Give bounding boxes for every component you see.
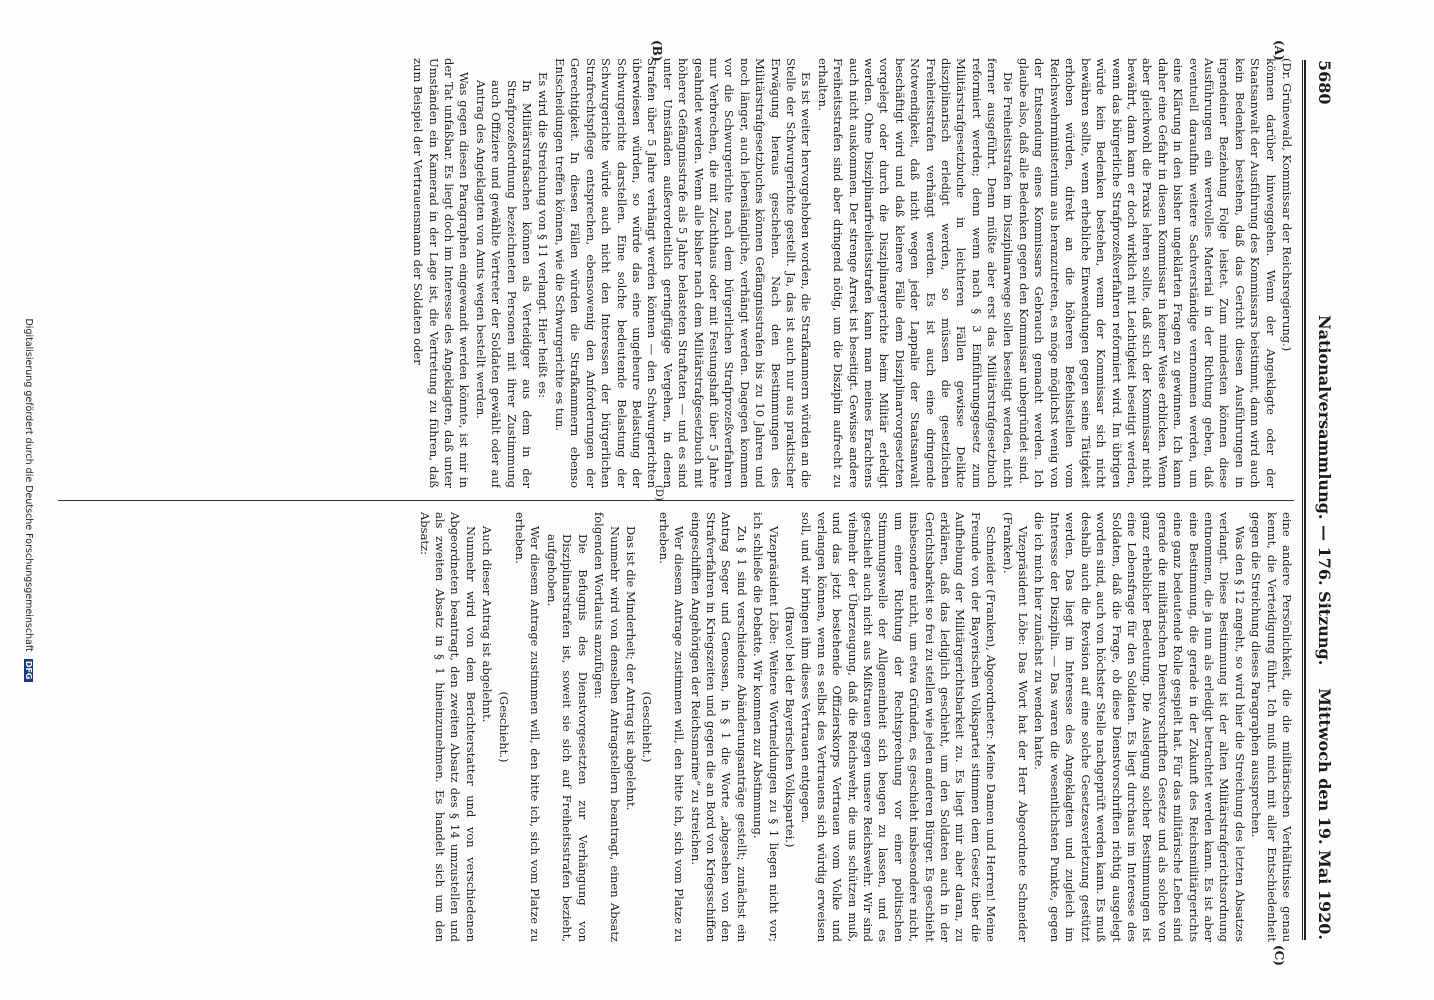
paragraph: Vizepräsident Löbe: Weitere Wortmeldungen zu § 1 liegen nicht vor; ich schließe die Debatte. Wir kommen zur Abstimmung. (751, 512, 781, 942)
margin-mark-a: (A) (1272, 40, 1286, 61)
left-column (58, 58, 1294, 488)
interjection: (Bravo! bei der Bayerischen Volkspartei.) (783, 606, 797, 848)
paragraph: Nunmehr wird von denselben Antragstellern beantragt, einen Absatz folgenden Wortlauts anzufügen: (592, 512, 622, 942)
paragraph: Es ist weiter hervorgehoben worden, die Strafkammern würden an die Stelle der Schwurgerichte gestellt. Ja, das ist auch nur aus praktischer Erwägung heraus geschehen. Nach den Bestimmungen des Militärstrafgesetzbuches können Gefängnisstrafen bis zu 10 Jahren und noch länger, auch lebenslängliche, verhängt werden. Dagegen kommen vor die Schwurgerichte nach dem bürgerlichen Strafprozeßverfahren nur Verbrechen, die mit Zuchthaus oder mit Festungshaft über 5 Jahre geahndet werden. Wenn alle bisher nach dem Militärstrafgesetzbuch mit höherer Gefängnisstrafe als 5 Jahre belasteten Straftaten — und es sind unter Umständen außerordentlich geringfügige Vergehen, in denen Strafen über 5 Jahre verhängt werden können — den Schwurgerichten überwiesen würden, so würde das eine ungeheure Belastung der Schwurgerichte darstellen. Eine solche bedeutende Belastung der Schwurgerichte würde auch nicht den Interessen der bürgerlichen Strafrechtspflege entsprechen, ebensowenig den Anforderungen der Gerechtigkeit. In diesen Fällen würden die Strafkammern ebenso Entscheidungen treffen können, wie die Schwurgerichte es tun. (552, 58, 814, 488)
paragraph: Schneider (Franken), Abgeordneter: Meine Damen und Herren! Meine Freunde von der Bayerischen Volkspartei stimmen dem Gesetz über die Aufhebung der Militärgerichtsbarkeit zu. Es liegt mir aber daran, zu erklären, daß das lediglich geschieht, um den Soldaten auch in der Gerichtsbarkeit so frei zu stellen wie jeden anderen Bürger. Es geschieht insbesondere nicht, um etwa Gründen, es geschieht insbesondere nicht, um einer Richtung der Rechtsprechung vor einer politischen Stimmungswelle der Allgemeinheit sich beugen zu lassen, und es geschieht auch nicht aus Mißtrauen gegen unsere Reichswehr. Wir sind vielmehr der Überzeugung, daß die Reichswehr, die uns schützen muß, und das jetzt bestehende Offizierskorps Vertrauen vom Volke und verlangen können, wenn es selbst des Vertrauens sich würdig erweisen soll, und wir bringen ihm dieses Vertrauen entgegen. (799, 512, 999, 942)
paragraph: Auch dieser Antrag ist abgelehnt. (480, 526, 495, 723)
margin-mark-c: (C) (1272, 945, 1286, 966)
dfg-logo: DFG (24, 660, 33, 680)
paragraph: Was gegen diesen Paragraphen eingewandt werden könnte, ist mir in der Tat unfaßbar. Es liegt doch im Interesse des Angeklagten, daß unter Umständen ein Kamerad in der Lage ist, die Vertretung zu führen, daß zum Beispiel der Vertrauensmann der Soldaten oder (411, 58, 472, 488)
paragraph: Das ist die Minderheit; der Antrag ist abgelehnt. (623, 526, 638, 811)
page-header (1306, 60, 1334, 940)
margin-mark-d: (D) (653, 485, 664, 501)
paragraph: Vizepräsident Löbe: Das Wort hat der Herr Abgeordnete Schneider (Franken). (1000, 512, 1031, 942)
page-number: 5680 (1315, 60, 1334, 105)
margin-mark-b: (B) (650, 40, 664, 62)
session-title: Nationalversammlung. — 176. Sitzung. (1315, 315, 1334, 666)
paragraph: Zu § 1 sind verschiedene Abänderungsanträge gestellt; zunächst ein Antrag Seger und Genossen, in § 1 die Worte „abgesehen von den Strafverfahren in Kriegszeiten und gegen die an Bord von Kriegsschiffen eingeschifften Angehörigen der Reichsmarine“ zu streichen. (688, 512, 749, 942)
paragraph: Nunmehr wird von dem Berichterstatter und von verschiedenen Abgeordneten beantragt, den zweiten Absatz des § 14 umzustellen und als zweiten Absatz in § 1 hineinzunehmen. Es handelt sich um den Absatz: (417, 512, 478, 942)
header-rule (1304, 60, 1306, 940)
interjection: (Geschieht.) (496, 691, 511, 763)
quoted-paragraph: Die Befugnis des Dienstvorgesetzten zur Verhängung von Disziplinarstrafen ist, soweit sie sich auf Freiheitsstrafen bezieht, aufgehoben. (544, 534, 590, 942)
paragraph: Es wird die Streichung von § 11 verlangt. Hier heißt es: (536, 72, 551, 398)
paragraph: Was den § 12 angeht, so wird hier die Streichung des letzten Absatzes verlangt. Diese Bestimmung ist der alten Militärstrafgerichtsordnung entnommen, die ja nun als erledigt betrachtet werden kann. Es ist aber eine Bestimmung, die gerade in der Zukunft des Reichsmilitärgerichts eine ganz bedeutende Rolle gespielt hat. Für das militärische Leben sind gerade die militärischen Dienstvorschriften Gesetze und als solche von ganz erheblicher Bedeutung. Die Auslegung solcher Bestimmungen ist eine Lebensfrage für den Soldaten. Es liegt durchaus im Interesse des Soldaten, daß die Frage, ob diese Dienstvorschriften richtig ausgelegt worden sind, auch von höchster Stelle nachgeprüft werden kann. Es muß deshalb auch die Revision auf eine solche Gesetzesverletzung gestützt werden. Das liegt im Interesse des Angeklagten und zugleich im Interesse der Disziplin. — Das waren die wesentlichsten Punkte, gegen die ich mich hier zunächst zu wenden hatte. (1032, 512, 1247, 942)
paragraph: können darüber hinweggehen. Wenn der Angeklagte oder der Staatsanwalt der Ausführung des Kommissars beistimmt, dann wird auch kein Bedenken bestehen, daß das Gericht diesen Ausführungen in irgendeiner Beziehung Folge leistet. Zum mindesten können diese Ausführungen ein wertvolles Material in der Richtung geben, daß eventuell daraufhin weitere Sachverständige vernommen werden, um eine Klärung in den bisher ungeklärten Fragen zu gewinnen. Ich kann daher eine Gefahr in diesem Kommissar in keiner Weise erblicken. Wenn aber gleichwohl die Praxis lehren sollte, daß sich der Kommissar nicht bewährt, dann kann er doch wirklich mit Leichtigkeit beseitigt werden, wenn das bürgerliche Strafprozeßverfahren reformiert wird. Im übrigen würde kein Bedenken bestehen, wenn der Kommissar sich nicht bewähren sollte, wenn erhebliche Einwendungen gegen seine Tätigkeit erhoben würden, direkt an die höheren Befehlsstellen vom Reichswehrministerium aus heranzutreten, es möge möglichst wenig von der Entsendung eines Kommissars Gebrauch gemacht werden. Ich glaube also, daß alle Bedenken gegen den Kommissar unbegründet sind. (1017, 58, 1278, 488)
session-date: Mittwoch den 19. Mai 1920. (1315, 688, 1334, 940)
right-column (58, 512, 1294, 942)
speaker-line: (Dr. Grünewald, Kommissar der Reichsregierung.) (1280, 58, 1294, 352)
interjection: (Geschieht.) (640, 691, 655, 763)
paragraph: eine andere Persönlichkeit, die die militärischen Verhältnisse genau kennt, die Verteidigung führt. Ich muß mich mit aller Entschiedenheit gegen die Streichung dieses Paragraphen aussprechen. (1249, 512, 1294, 942)
paragraph: Wer diesem Antrage zustimmen will, den bitte ich, sich vom Platze zu erheben. (656, 512, 687, 942)
paragraph: Die Freiheitsstrafen im Disziplinarwege sollen beseitigt werden, nicht ferner ausgeführt. Denn müßte aber erst das Militärstrafgesetzbuch reformiert werden; denn wenn nach § 3 Einführungsgesetz zum Militärstrafgesetzbuche in leichteren Fällen gewisse Delikte disziplinarisch erledigt werden, so müssen die gesetzlichen Freiheitsstrafen verhängt werden. Es ist auch eine dringende Notwendigkeit, daß nicht wegen jeder Lappalie der Staatsanwalt beschäftigt wird und daß kleinere Fälle dem Disziplinarvorgesetzten vorgelegt oder durch die Disziplinargerichte beim Militär erledigt werden. Ohne Disziplinarfreiheitsstrafen kann man meines Erachtens auch nicht auskommen. Der strenge Arrest ist beseitigt. Gewisse andere Freiheitsstrafen sind aber dringend nötig, um die Disziplin aufrecht zu erhalten. (815, 58, 1015, 488)
credit-text: Digitalisierung gefördert durch die Deutsche Forschungsgemeinschaft (23, 318, 34, 652)
digitization-credit (23, 0, 34, 1000)
paragraph: Wer diesem Antrage zustimmen will, den bitte ich, sich vom Platze zu erheben. (513, 512, 543, 942)
column-divider (58, 500, 1294, 501)
header-rule-thin (1302, 60, 1303, 940)
quoted-paragraph: In Militärstrafsachen können als Verteidiger aus dem in der Strafprozeßordnung bezeichneten Personen mit ihrer Zustimmung auch Offiziere und gewählte Vertreter der Soldaten gewählt oder auf Antrag des Angeklagten von Amts wegen bestellt werden. (473, 80, 535, 488)
